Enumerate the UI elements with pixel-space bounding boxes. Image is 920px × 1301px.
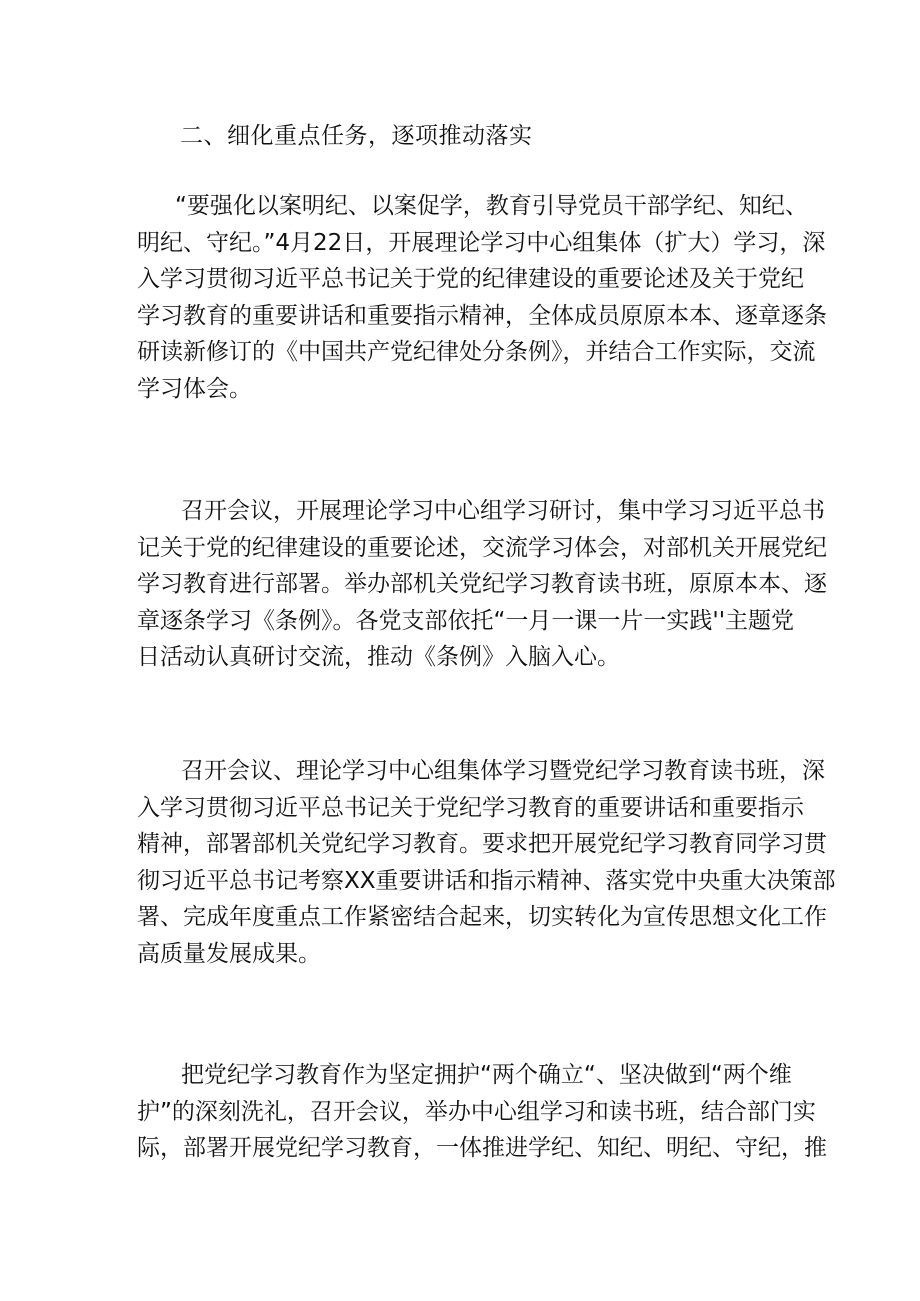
paragraph-line: 学习体会。 bbox=[137, 375, 252, 402]
paragraph-line: 高质量发展成果。 bbox=[137, 940, 321, 967]
paragraph-line: 际，部署开展党纪学习教育，一体推进学纪、知纪、明纪、守纪，推 bbox=[137, 1135, 827, 1161]
paragraph-line: 入学习贯彻习近平总书记关于党纪学习教育的重要讲话和重要指示 bbox=[137, 794, 804, 821]
paragraph-line: 署、完成年度重点工作紧密结合起来，切实转化为宣传思想文化工作 bbox=[137, 904, 827, 930]
paragraph-line: 护”的深刻洗礼，召开会议，举办中心组学习和读书班，结合部门实 bbox=[137, 1098, 816, 1125]
paragraph-line: 学习教育进行部署。举办部机关党纪学习教育读书班，原原本本、逐 bbox=[137, 571, 827, 597]
paragraph-3 bbox=[137, 753, 836, 972]
paragraph-line: 学习教育的重要讲话和重要指示精神，全体成员原原本本、逐章逐条 bbox=[137, 302, 827, 329]
paragraph-line: 章逐条学习《条例》。各党支部依托“一月一课一片一实践''主题党 bbox=[137, 607, 795, 634]
paragraph-line: “要强化以案明纪、以案促学，教育引导党员干部学纪、知纪、 bbox=[175, 193, 808, 219]
paragraph-line: 彻习近平总书记考察XX重要讲话和指示精神、落实党中央重大决策部 bbox=[137, 867, 836, 894]
paragraph-4 bbox=[137, 1057, 827, 1167]
paragraph-line: 研读新修订的《中国共产党纪律处分条例》，并结合工作实际，交流 bbox=[137, 339, 816, 365]
paragraph-line: 明纪、守纪。”4月22日，开展理论学习中心组集体（扩大）学习，深 bbox=[137, 229, 826, 256]
paragraph-1 bbox=[137, 188, 827, 407]
paragraph-line: 召开会议、理论学习中心组集体学习暨党纪学习教育读书班，深 bbox=[181, 758, 825, 784]
section-heading: 二、细化重点任务，逐项推动落实 bbox=[180, 123, 533, 149]
paragraph-line: 召开会议，开展理论学习中心组学习研讨，集中学习习近平总书 bbox=[181, 498, 825, 524]
paragraph-line: 日活动认真研讨交流，推动《条例》入脑入心。 bbox=[137, 644, 620, 670]
paragraph-line: 精神，部署部机关党纪学习教育。要求把开展党纪学习教育同学习贯 bbox=[137, 831, 827, 857]
paragraph-2 bbox=[137, 493, 827, 676]
paragraph-line: 把党纪学习教育作为坚定拥护“两个确立“、坚决做到“两个维 bbox=[181, 1062, 792, 1088]
paragraph-line: 记关于党的纪律建设的重要论述，交流学习体会，对部机关开展党纪 bbox=[137, 534, 827, 561]
paragraph-line: 入学习贯彻习近平总书记关于党的纪律建设的重要论述及关于党纪 bbox=[137, 266, 804, 292]
